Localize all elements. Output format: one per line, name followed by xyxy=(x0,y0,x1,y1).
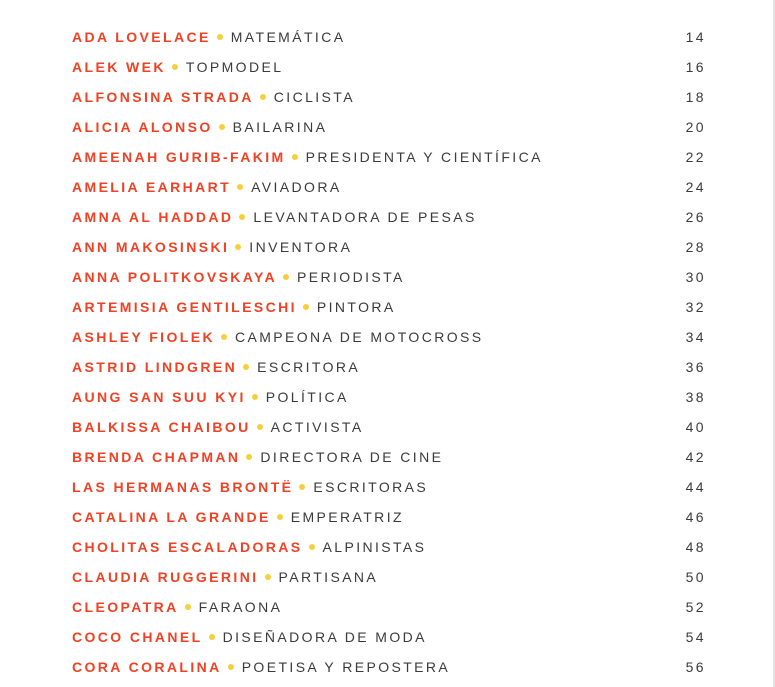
entry-role: POLÍTICA xyxy=(265,389,349,405)
entry-name: CLEOPATRA xyxy=(72,599,179,615)
yellow-dot-icon xyxy=(260,94,266,100)
entry-name: ALEK WEK xyxy=(72,59,166,75)
yellow-dot-icon xyxy=(209,634,215,640)
yellow-dot-icon xyxy=(299,484,305,490)
entry-role: AVIADORA xyxy=(251,179,342,195)
entry-role: CAMPEONA DE MOTOCROSS xyxy=(234,329,484,345)
entry-page-number: 50 xyxy=(685,569,706,585)
entry-name: AMEENAH GURIB-FAKIM xyxy=(72,149,286,165)
yellow-dot-icon xyxy=(239,214,245,220)
toc-entry[interactable] xyxy=(72,262,706,292)
entry-role: ESCRITORAS xyxy=(313,479,429,495)
entry-page-number: 54 xyxy=(685,629,706,645)
yellow-dot-icon xyxy=(246,454,252,460)
entry-page-number: 32 xyxy=(685,299,706,315)
entry-role: POETISA Y REPOSTERA xyxy=(241,659,451,675)
yellow-dot-icon xyxy=(309,544,315,550)
entry-page-number: 48 xyxy=(685,539,706,555)
entry-page-number: 56 xyxy=(685,659,706,675)
entry-name: ANN MAKOSINSKI xyxy=(72,239,230,255)
entry-role: PARTISANA xyxy=(278,569,379,585)
toc-entry[interactable] xyxy=(72,472,706,502)
entry-name: BRENDA CHAPMAN xyxy=(72,449,241,465)
entry-name: COCO CHANEL xyxy=(72,629,203,645)
entry-page-number: 26 xyxy=(685,209,706,225)
entry-page-number: 52 xyxy=(685,599,706,615)
toc-entry[interactable] xyxy=(72,442,706,472)
toc-entry[interactable] xyxy=(72,142,706,172)
entry-role: DISEÑADORA DE MODA xyxy=(222,629,427,645)
entry-page-number: 20 xyxy=(685,119,706,135)
toc-entry[interactable] xyxy=(72,22,706,52)
entry-name: ASTRID LINDGREN xyxy=(72,359,238,375)
entry-name: BALKISSA CHAIBOU xyxy=(72,419,251,435)
entry-role: ESCRITORA xyxy=(257,359,361,375)
entry-name: LAS HERMANAS BRONTË xyxy=(72,479,294,495)
entry-role: ALPINISTAS xyxy=(322,539,427,555)
entry-page-number: 44 xyxy=(685,479,706,495)
yellow-dot-icon xyxy=(185,604,191,610)
yellow-dot-icon xyxy=(217,34,223,40)
toc-entry[interactable] xyxy=(72,322,706,352)
toc-entry[interactable] xyxy=(72,502,706,532)
entry-name: CORA CORALINA xyxy=(72,659,222,675)
entry-name: CATALINA LA GRANDE xyxy=(72,509,271,525)
toc-entry[interactable] xyxy=(72,532,706,562)
entry-role: CICLISTA xyxy=(273,89,355,105)
toc-entry[interactable] xyxy=(72,292,706,322)
toc-entry[interactable] xyxy=(72,202,706,232)
yellow-dot-icon xyxy=(283,274,289,280)
yellow-dot-icon xyxy=(237,184,243,190)
toc-entry[interactable] xyxy=(72,52,706,82)
entry-name: ARTEMISIA GENTILESCHI xyxy=(72,299,297,315)
toc-entry[interactable] xyxy=(72,172,706,202)
entry-name: AMNA AL HADDAD xyxy=(72,209,234,225)
yellow-dot-icon xyxy=(257,424,263,430)
entry-page-number: 40 xyxy=(685,419,706,435)
entry-name: AMELIA EARHART xyxy=(72,179,232,195)
entry-name: ALICIA ALONSO xyxy=(72,119,213,135)
entry-page-number: 16 xyxy=(685,59,706,75)
entry-name: ADA LOVELACE xyxy=(72,29,211,45)
toc-entry[interactable] xyxy=(72,562,706,592)
yellow-dot-icon xyxy=(235,244,241,250)
entry-page-number: 42 xyxy=(685,449,706,465)
entry-page-number: 28 xyxy=(685,239,706,255)
entry-role: MATEMÁTICA xyxy=(230,29,346,45)
yellow-dot-icon xyxy=(219,124,225,130)
yellow-dot-icon xyxy=(303,304,309,310)
yellow-dot-icon xyxy=(228,664,234,670)
toc-entry[interactable] xyxy=(72,382,706,412)
toc-entry[interactable] xyxy=(72,352,706,382)
entry-page-number: 18 xyxy=(685,89,706,105)
toc-entry[interactable] xyxy=(72,622,706,652)
entry-page-number: 38 xyxy=(685,389,706,405)
toc-entry[interactable] xyxy=(72,592,706,622)
entry-page-number: 22 xyxy=(685,149,706,165)
entry-role: INVENTORA xyxy=(249,239,353,255)
toc-entry[interactable] xyxy=(72,652,706,682)
yellow-dot-icon xyxy=(265,574,271,580)
toc-entry[interactable] xyxy=(72,112,706,142)
entry-role: FARAONA xyxy=(198,599,283,615)
entry-page-number: 14 xyxy=(685,29,706,45)
toc-entry[interactable] xyxy=(72,232,706,262)
entry-page-number: 46 xyxy=(685,509,706,525)
entry-role: EMPERATRIZ xyxy=(290,509,404,525)
yellow-dot-icon xyxy=(277,514,283,520)
yellow-dot-icon xyxy=(243,364,249,370)
entry-page-number: 36 xyxy=(685,359,706,375)
toc-entry[interactable] xyxy=(72,82,706,112)
entry-name: CHOLITAS ESCALADORAS xyxy=(72,539,303,555)
yellow-dot-icon xyxy=(292,154,298,160)
entry-role: PERIODISTA xyxy=(297,269,405,285)
yellow-dot-icon xyxy=(221,334,227,340)
entry-page-number: 24 xyxy=(685,179,706,195)
yellow-dot-icon xyxy=(252,394,258,400)
entry-page-number: 30 xyxy=(685,269,706,285)
entry-page-number: 34 xyxy=(685,329,706,345)
entry-name: CLAUDIA RUGGERINI xyxy=(72,569,259,585)
toc-entry[interactable] xyxy=(72,412,706,442)
entry-name: ANNA POLITKOVSKAYA xyxy=(72,269,278,285)
entry-role: LEVANTADORA DE PESAS xyxy=(253,209,477,225)
table-of-contents xyxy=(72,22,706,682)
entry-role: BAILARINA xyxy=(232,119,328,135)
entry-role: ACTIVISTA xyxy=(270,419,364,435)
yellow-dot-icon xyxy=(172,64,178,70)
entry-role: PRESIDENTA Y CIENTÍFICA xyxy=(305,149,543,165)
entry-role: TOPMODEL xyxy=(185,59,284,75)
entry-name: AUNG SAN SUU KYI xyxy=(72,389,246,405)
entry-name: ALFONSINA STRADA xyxy=(72,89,254,105)
entry-role: DIRECTORA DE CINE xyxy=(260,449,444,465)
entry-role: PINTORA xyxy=(316,299,396,315)
entry-name: ASHLEY FIOLEK xyxy=(72,329,215,345)
